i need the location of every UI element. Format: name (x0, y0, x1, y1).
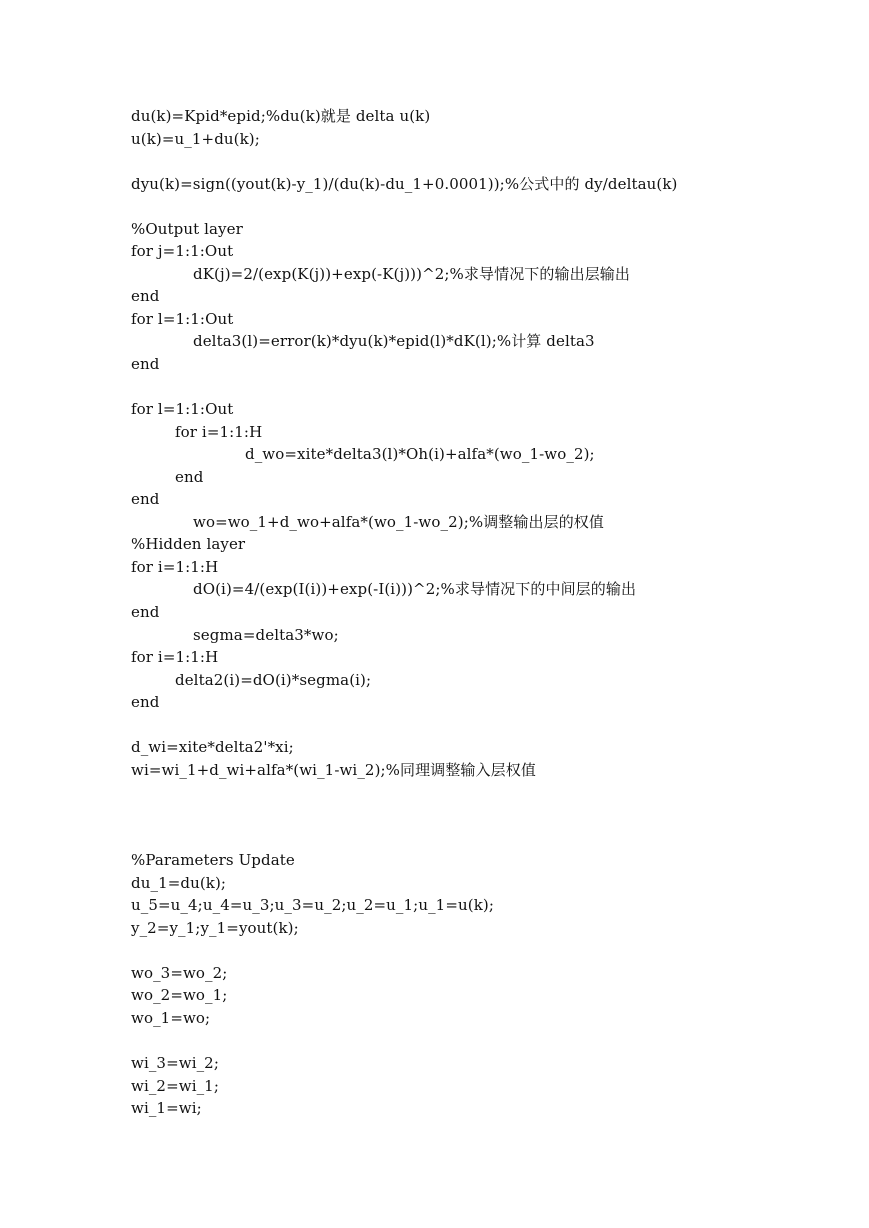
blank-line (131, 827, 678, 850)
code-line: wi_3=wi_2; (131, 1053, 219, 1072)
code-comment: %Parameters Update (131, 851, 295, 870)
code-line: d_wo=xite*delta3(l)*Oh(i)+alfa*(wo_1-wo_2); (245, 445, 595, 464)
code-line: for j=1:1:Out (131, 242, 234, 261)
code-line: wo_2=wo_1; (131, 986, 228, 1005)
code-line: y_2=y_1;y_1=yout(k); (131, 918, 299, 937)
code-line: wi=wi_1+d_wi+alfa*(wi_1-wi_2);%同理调整输入层权值 (131, 760, 536, 779)
code-line: wo=wo_1+d_wo+alfa*(wo_1-wo_2);%调整输出层的权值 (193, 512, 605, 531)
blank-line (131, 939, 678, 962)
blank-line (131, 714, 678, 737)
code-comment: %Hidden layer (131, 535, 246, 554)
code-line: for l=1:1:Out (131, 309, 234, 328)
code-line: du_1=du(k); (131, 873, 227, 892)
code-line: for l=1:1:Out (131, 400, 234, 419)
code-line: wo_1=wo; (131, 1008, 211, 1027)
code-line: wo_3=wo_2; (131, 963, 228, 982)
code-line: end (175, 467, 204, 486)
code-line: end (131, 693, 160, 712)
code-listing (131, 105, 678, 1120)
blank-line (131, 150, 678, 173)
code-line: end (131, 603, 160, 622)
code-line: end (131, 355, 160, 374)
code-comment: %Output layer (131, 219, 243, 238)
code-line: du(k)=Kpid*epid;%du(k)就是 delta u(k) (131, 107, 431, 125)
code-line: dK(j)=2/(exp(K(j))+exp(-K(j)))^2;%求导情况下的输出层输出 (193, 264, 630, 283)
code-line: dyu(k)=sign((yout(k)-y_1)/(du(k)-du_1+0.0001));%公式中的 dy/deltau(k) (131, 174, 678, 193)
code-line: wi_1=wi; (131, 1099, 202, 1118)
code-line: delta3(l)=error(k)*dyu(k)*epid(l)*dK(l);%计算 delta3 (193, 332, 595, 351)
code-line: end (131, 287, 160, 306)
blank-line (131, 195, 678, 218)
blank-line (131, 781, 678, 804)
code-line: dO(i)=4/(exp(I(i))+exp(-I(i)))^2;%求导情况下的中间层的输出 (193, 580, 637, 599)
blank-line (131, 376, 678, 399)
blank-line (131, 1029, 678, 1052)
code-line: u(k)=u_1+du(k); (131, 129, 260, 148)
code-line: for i=1:1:H (175, 422, 263, 441)
code-line: delta2(i)=dO(i)*segma(i); (175, 670, 372, 689)
code-line: wi_2=wi_1; (131, 1076, 219, 1095)
code-line: u_5=u_4;u_4=u_3;u_3=u_2;u_2=u_1;u_1=u(k); (131, 896, 495, 915)
code-line: end (131, 490, 160, 509)
code-line: for i=1:1:H (131, 557, 219, 576)
code-line: for i=1:1:H (131, 648, 219, 667)
code-line: d_wi=xite*delta2'*xi; (131, 738, 294, 757)
code-line: segma=delta3*wo; (193, 625, 339, 644)
blank-line (131, 804, 678, 827)
